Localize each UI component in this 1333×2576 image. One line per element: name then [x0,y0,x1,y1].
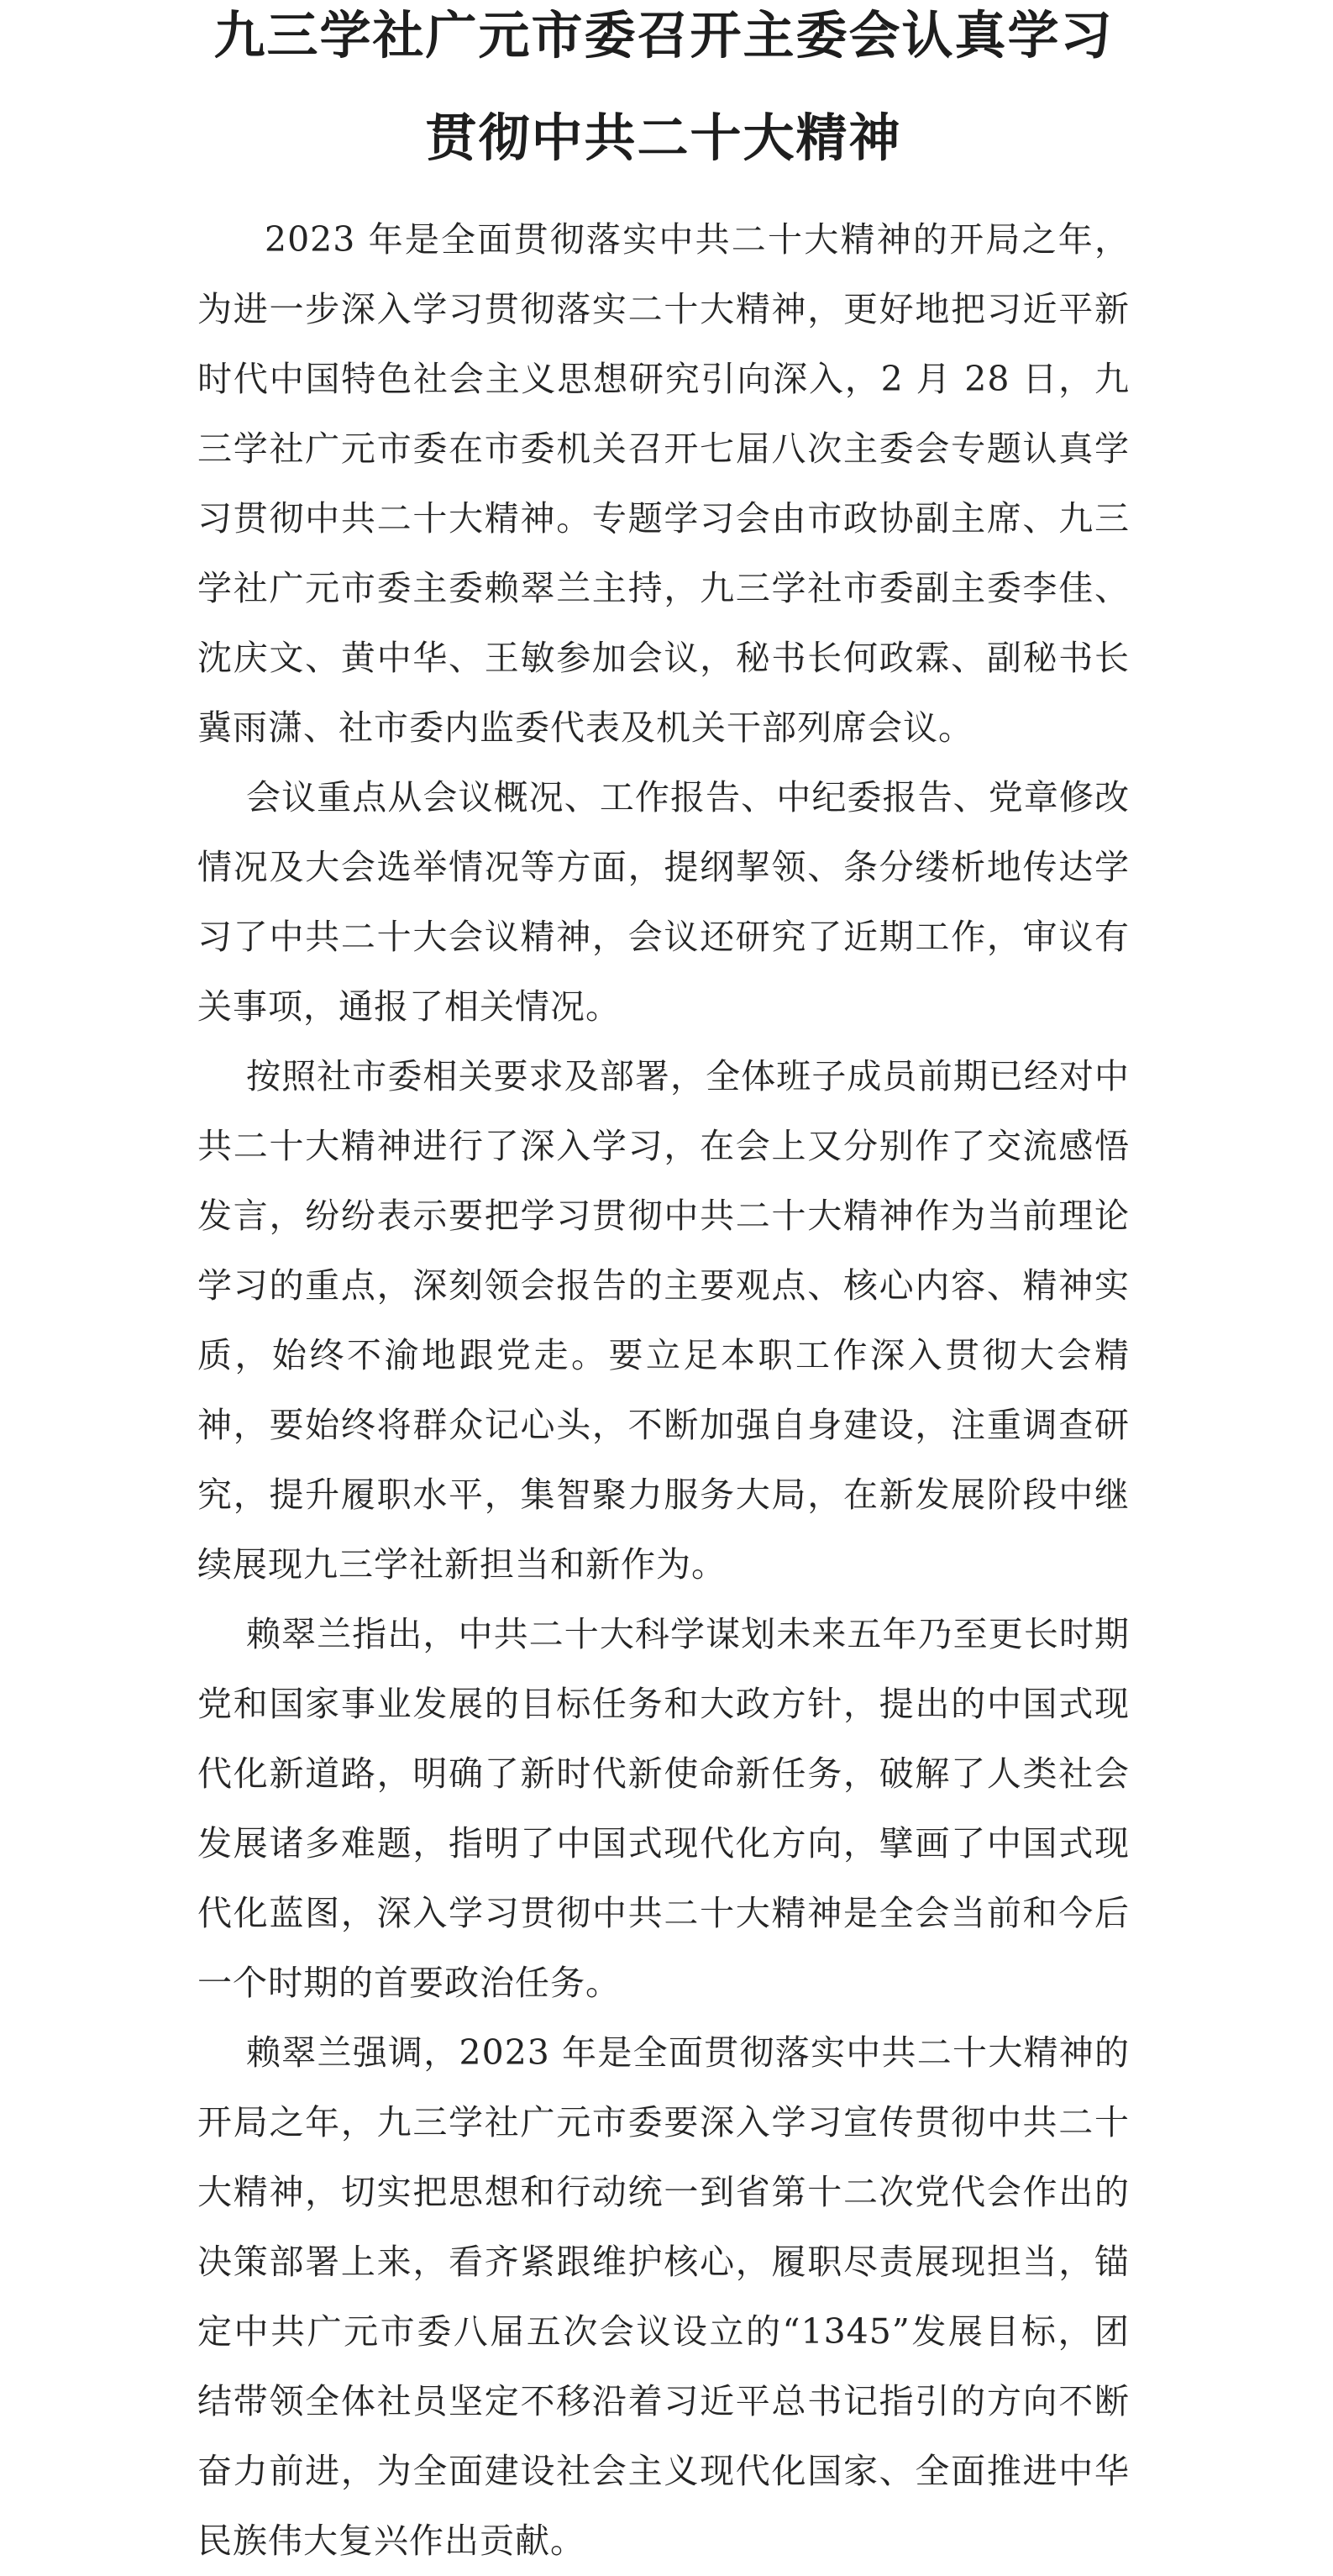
paragraph-4: 赖翠兰指出，中共二十大科学谋划未来五年乃至更长时期党和国家事业发展的目标任务和大政方针，提出的中国式现代化新道路，明确了新时代新使命新任务，破解了人类社会发展诸多难题，指明了中国式现代化方向，擘画了中国式现代化蓝图，深入学习贯彻中共二十大精神是全会当前和今后一个时期的首要政治任务。 [197,1614,1130,2003]
article-body [197,205,1130,2576]
title-line-1: 九三学社广元市委召开主委会认真学习 [213,6,1114,66]
paragraph-3: 按照社市委相关要求及部署，全体班子成员前期已经对中共二十大精神进行了深入学习，在会上又分别作了交流感悟发言，纷纷表示要把学习贯彻中共二十大精神作为当前理论学习的重点，深刻领会报告的主要观点、核心内容、精神实质，始终不渝地跟党走。要立足本职工作深入贯彻大会精神，要始终将群众记心头，不断加强自身建设，注重调查研究，提升履职水平，集智聚力服务大局，在新发展阶段中继续展现九三学社新担当和新作为。 [197,1056,1130,1585]
paragraph-2: 会议重点从会议概况、工作报告、中纪委报告、党章修改情况及大会选举情况等方面，提纲挈领、条分缕析地传达学习了中共二十大会议精神，会议还研究了近期工作，审议有关事项，通报了相关情况。 [197,777,1130,1027]
article-title [197,0,1130,175]
article [197,0,1130,2576]
paragraph-1: 2023 年是全面贯彻落实中共二十大精神的开局之年，为进一步深入学习贯彻落实二十大精神，更好地把习近平新时代中国特色社会主义思想研究引向深入，2 月 28 日，九三学社广元市委在市委机关召开七届八次主委会专题认真学习贯彻中共二十大精神。专题学习会由市政协副主席、九三学社广元市委主委赖翠兰主持，九三学社市委副主委李佳、沈庆文、黄中华、王敏参加会议，秘书长何政霖、副秘书长冀雨潇、社市委内监委代表及机关干部列席会议。 [197,219,1130,748]
title-line-2: 贯彻中共二十大精神 [425,108,902,168]
paragraph-5: 赖翠兰强调，2023 年是全面贯彻落实中共二十大精神的开局之年，九三学社广元市委要深入学习宣传贯彻中共二十大精神，切实把思想和行动统一到省第十二次党代会作出的决策部署上来，看齐紧跟维护核心，履职尽责展现担当，锚定中共广元市委八届五次会议设立的“1345”发展目标，团结带领全体社员坚定不移沿着习近平总书记指引的方向不断奋力前进，为全面建设社会主义现代化国家、全面推进中华民族伟大复兴作出贡献。 [197,2032,1130,2561]
